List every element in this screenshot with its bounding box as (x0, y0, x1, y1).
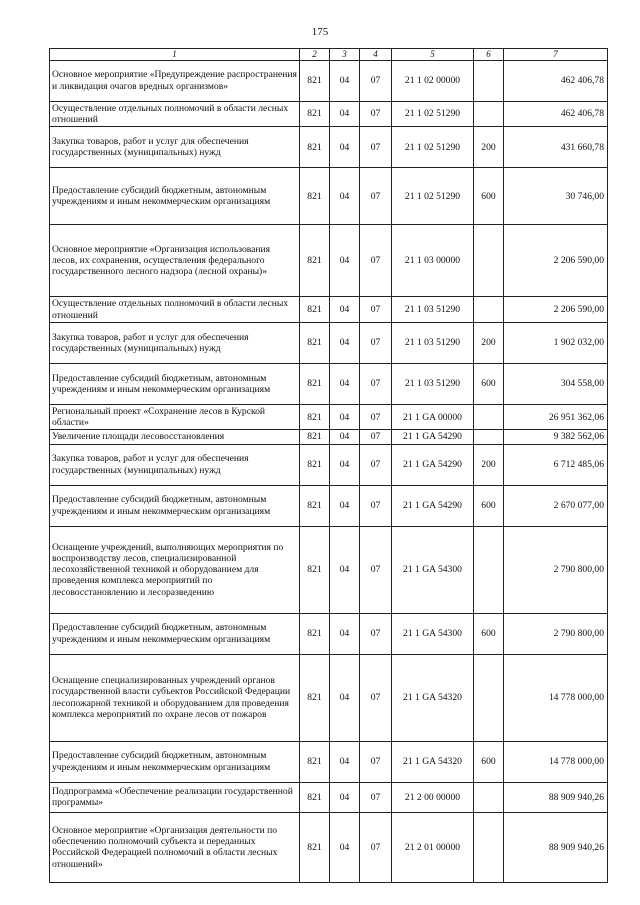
table-row (50, 654, 608, 741)
row-amount: 14 778 000,00 (504, 741, 608, 782)
row-amount: 88 909 940,26 (504, 782, 608, 812)
row-name-cell: Предоставление субсидий бюджетным, автономным учреждениям и иным некоммерческим организациям (50, 363, 300, 404)
row-subsection-code: 07 (360, 363, 392, 404)
header-cell-7: 7 (504, 49, 608, 61)
row-subsection-code: 07 (360, 430, 392, 444)
table-row (50, 444, 608, 485)
row-target-article: 21 1 GA 00000 (392, 404, 474, 430)
row-target-article: 21 1 GA 54290 (392, 444, 474, 485)
table-row (50, 526, 608, 613)
header-cell-2: 2 (300, 49, 330, 61)
row-section-code: 04 (330, 101, 360, 127)
row-name-cell: Закупка товаров, работ и услуг для обеспечения государственных (муниципальных) нужд (50, 127, 300, 168)
row-ministry-code: 821 (300, 741, 330, 782)
row-section-code: 04 (330, 485, 360, 526)
row-amount: 2 790 800,00 (504, 613, 608, 654)
row-name-cell: Предоставление субсидий бюджетным, автономным учреждениям и иным некоммерческим организациям (50, 485, 300, 526)
row-name-cell: Основное мероприятие «Предупреждение распространения и ликвидация очагов вредных организмов» (50, 60, 300, 101)
header-cell-4: 4 (360, 49, 392, 61)
row-section-code: 04 (330, 322, 360, 363)
row-expense-type: 600 (474, 613, 504, 654)
table-row (50, 782, 608, 812)
row-section-code: 04 (330, 654, 360, 741)
row-subsection-code: 07 (360, 297, 392, 323)
table-row (50, 322, 608, 363)
row-ministry-code: 821 (300, 444, 330, 485)
row-section-code: 04 (330, 225, 360, 297)
table-row (50, 404, 608, 430)
row-ministry-code: 821 (300, 812, 330, 882)
row-subsection-code: 07 (360, 782, 392, 812)
row-expense-type: 600 (474, 485, 504, 526)
table-row (50, 613, 608, 654)
row-ministry-code: 821 (300, 101, 330, 127)
row-subsection-code: 07 (360, 101, 392, 127)
row-subsection-code: 07 (360, 60, 392, 101)
row-amount: 431 660,78 (504, 127, 608, 168)
row-ministry-code: 821 (300, 60, 330, 101)
row-ministry-code: 821 (300, 613, 330, 654)
row-section-code: 04 (330, 430, 360, 444)
row-subsection-code: 07 (360, 127, 392, 168)
row-ministry-code: 821 (300, 322, 330, 363)
row-amount: 30 746,00 (504, 168, 608, 225)
row-amount: 88 909 940,26 (504, 812, 608, 882)
row-expense-type: 200 (474, 444, 504, 485)
row-target-article: 21 2 01 00000 (392, 812, 474, 882)
row-ministry-code: 821 (300, 404, 330, 430)
row-section-code: 04 (330, 127, 360, 168)
row-target-article: 21 1 03 51290 (392, 322, 474, 363)
table-row (50, 430, 608, 444)
row-section-code: 04 (330, 613, 360, 654)
row-subsection-code: 07 (360, 444, 392, 485)
table-row (50, 60, 608, 101)
row-section-code: 04 (330, 363, 360, 404)
row-amount: 6 712 485,06 (504, 444, 608, 485)
row-target-article: 21 1 GA 54290 (392, 430, 474, 444)
row-section-code: 04 (330, 444, 360, 485)
row-name-cell: Предоставление субсидий бюджетным, автономным учреждениям и иным некоммерческим организациям (50, 741, 300, 782)
row-section-code: 04 (330, 60, 360, 101)
row-name-cell: Предоставление субсидий бюджетным, автономным учреждениям и иным некоммерческим организациям (50, 168, 300, 225)
table-row (50, 225, 608, 297)
row-subsection-code: 07 (360, 404, 392, 430)
table-row (50, 101, 608, 127)
row-ministry-code: 821 (300, 363, 330, 404)
row-subsection-code: 07 (360, 526, 392, 613)
row-name-cell: Оснащение специализированных учреждений органов государственной власти субъектов Российской Федерации лесопожарной техникой и оборудованием для проведения комплекса мероприятий по охране лесов от пожаров (50, 654, 300, 741)
row-amount: 14 778 000,00 (504, 654, 608, 741)
row-amount: 304 558,00 (504, 363, 608, 404)
row-name-cell: Основное мероприятие «Организация использования лесов, их сохранения, осуществления федерального государственного лесного надзора (лесной охраны)» (50, 225, 300, 297)
header-cell-1: 1 (50, 49, 300, 61)
row-expense-type (474, 526, 504, 613)
row-section-code: 04 (330, 741, 360, 782)
page-number: 175 (311, 26, 329, 38)
row-expense-type (474, 430, 504, 444)
row-target-article: 21 1 GA 54290 (392, 485, 474, 526)
table-row (50, 741, 608, 782)
row-subsection-code: 07 (360, 225, 392, 297)
row-ministry-code: 821 (300, 127, 330, 168)
row-target-article: 21 1 03 00000 (392, 225, 474, 297)
row-name-cell: Оснащение учреждений, выполняющих мероприятия по воспроизводству лесов, специализированной лесохозяйственной техникой и оборудованием для проведения комплекса мероприятий по лесовосстановлению и лесоразведению (50, 526, 300, 613)
row-section-code: 04 (330, 404, 360, 430)
row-expense-type: 200 (474, 127, 504, 168)
row-subsection-code: 07 (360, 812, 392, 882)
header-cell-6: 6 (474, 49, 504, 61)
row-target-article: 21 1 03 51290 (392, 363, 474, 404)
row-subsection-code: 07 (360, 485, 392, 526)
table-row (50, 168, 608, 225)
row-name-cell: Закупка товаров, работ и услуг для обеспечения государственных (муниципальных) нужд (50, 322, 300, 363)
row-name-cell: Региональный проект «Сохранение лесов в Курской области» (50, 404, 300, 430)
row-section-code: 04 (330, 526, 360, 613)
row-subsection-code: 07 (360, 741, 392, 782)
row-subsection-code: 07 (360, 322, 392, 363)
row-ministry-code: 821 (300, 654, 330, 741)
row-subsection-code: 07 (360, 654, 392, 741)
row-ministry-code: 821 (300, 526, 330, 613)
row-amount: 26 951 362,06 (504, 404, 608, 430)
row-expense-type (474, 297, 504, 323)
row-amount: 462 406,78 (504, 60, 608, 101)
row-expense-type (474, 812, 504, 882)
row-expense-type: 600 (474, 741, 504, 782)
row-name-cell: Осуществление отдельных полномочий в области лесных отношений (50, 101, 300, 127)
row-expense-type (474, 101, 504, 127)
header-cell-5: 5 (392, 49, 474, 61)
row-name-cell: Осуществление отдельных полномочий в области лесных отношений (50, 297, 300, 323)
row-target-article: 21 1 02 00000 (392, 60, 474, 101)
row-target-article: 21 2 00 00000 (392, 782, 474, 812)
row-section-code: 04 (330, 297, 360, 323)
row-ministry-code: 821 (300, 485, 330, 526)
row-expense-type: 600 (474, 168, 504, 225)
row-name-cell: Предоставление субсидий бюджетным, автономным учреждениям и иным некоммерческим организациям (50, 613, 300, 654)
table-row (50, 812, 608, 882)
row-ministry-code: 821 (300, 782, 330, 812)
row-amount: 9 382 562,06 (504, 430, 608, 444)
table-row (50, 485, 608, 526)
row-expense-type (474, 654, 504, 741)
row-name-cell: Основное мероприятие «Организация деятельности по обеспечению полномочий субъекта и переданных Российской Федерацией полномочий в области лесных отношений» (50, 812, 300, 882)
row-section-code: 04 (330, 782, 360, 812)
row-expense-type (474, 404, 504, 430)
row-expense-type (474, 225, 504, 297)
row-name-cell: Закупка товаров, работ и услуг для обеспечения государственных (муниципальных) нужд (50, 444, 300, 485)
row-target-article: 21 1 GA 54300 (392, 526, 474, 613)
row-expense-type: 200 (474, 322, 504, 363)
row-name-cell: Подпрограмма «Обеспечение реализации государственной программы» (50, 782, 300, 812)
row-amount: 2 790 800,00 (504, 526, 608, 613)
row-name-cell: Увеличение площади лесовосстановления (50, 430, 300, 444)
row-amount: 462 406,78 (504, 101, 608, 127)
row-target-article: 21 1 02 51290 (392, 127, 474, 168)
row-target-article: 21 1 GA 54320 (392, 654, 474, 741)
budget-table (49, 48, 608, 883)
row-subsection-code: 07 (360, 168, 392, 225)
row-section-code: 04 (330, 168, 360, 225)
row-ministry-code: 821 (300, 225, 330, 297)
header-cell-3: 3 (330, 49, 360, 61)
table-row (50, 363, 608, 404)
row-expense-type (474, 60, 504, 101)
row-amount: 2 206 590,00 (504, 225, 608, 297)
row-expense-type (474, 782, 504, 812)
row-amount: 1 902 032,00 (504, 322, 608, 363)
row-ministry-code: 821 (300, 430, 330, 444)
row-section-code: 04 (330, 812, 360, 882)
row-expense-type: 600 (474, 363, 504, 404)
table-body (50, 49, 608, 883)
row-target-article: 21 1 02 51290 (392, 168, 474, 225)
row-target-article: 21 1 GA 54300 (392, 613, 474, 654)
row-subsection-code: 07 (360, 613, 392, 654)
header-row (50, 49, 608, 61)
row-amount: 2 206 590,00 (504, 297, 608, 323)
row-amount: 2 670 077,00 (504, 485, 608, 526)
row-target-article: 21 1 02 51290 (392, 101, 474, 127)
table-row (50, 297, 608, 323)
row-ministry-code: 821 (300, 297, 330, 323)
row-target-article: 21 1 GA 54320 (392, 741, 474, 782)
row-target-article: 21 1 03 51290 (392, 297, 474, 323)
row-ministry-code: 821 (300, 168, 330, 225)
table-row (50, 127, 608, 168)
